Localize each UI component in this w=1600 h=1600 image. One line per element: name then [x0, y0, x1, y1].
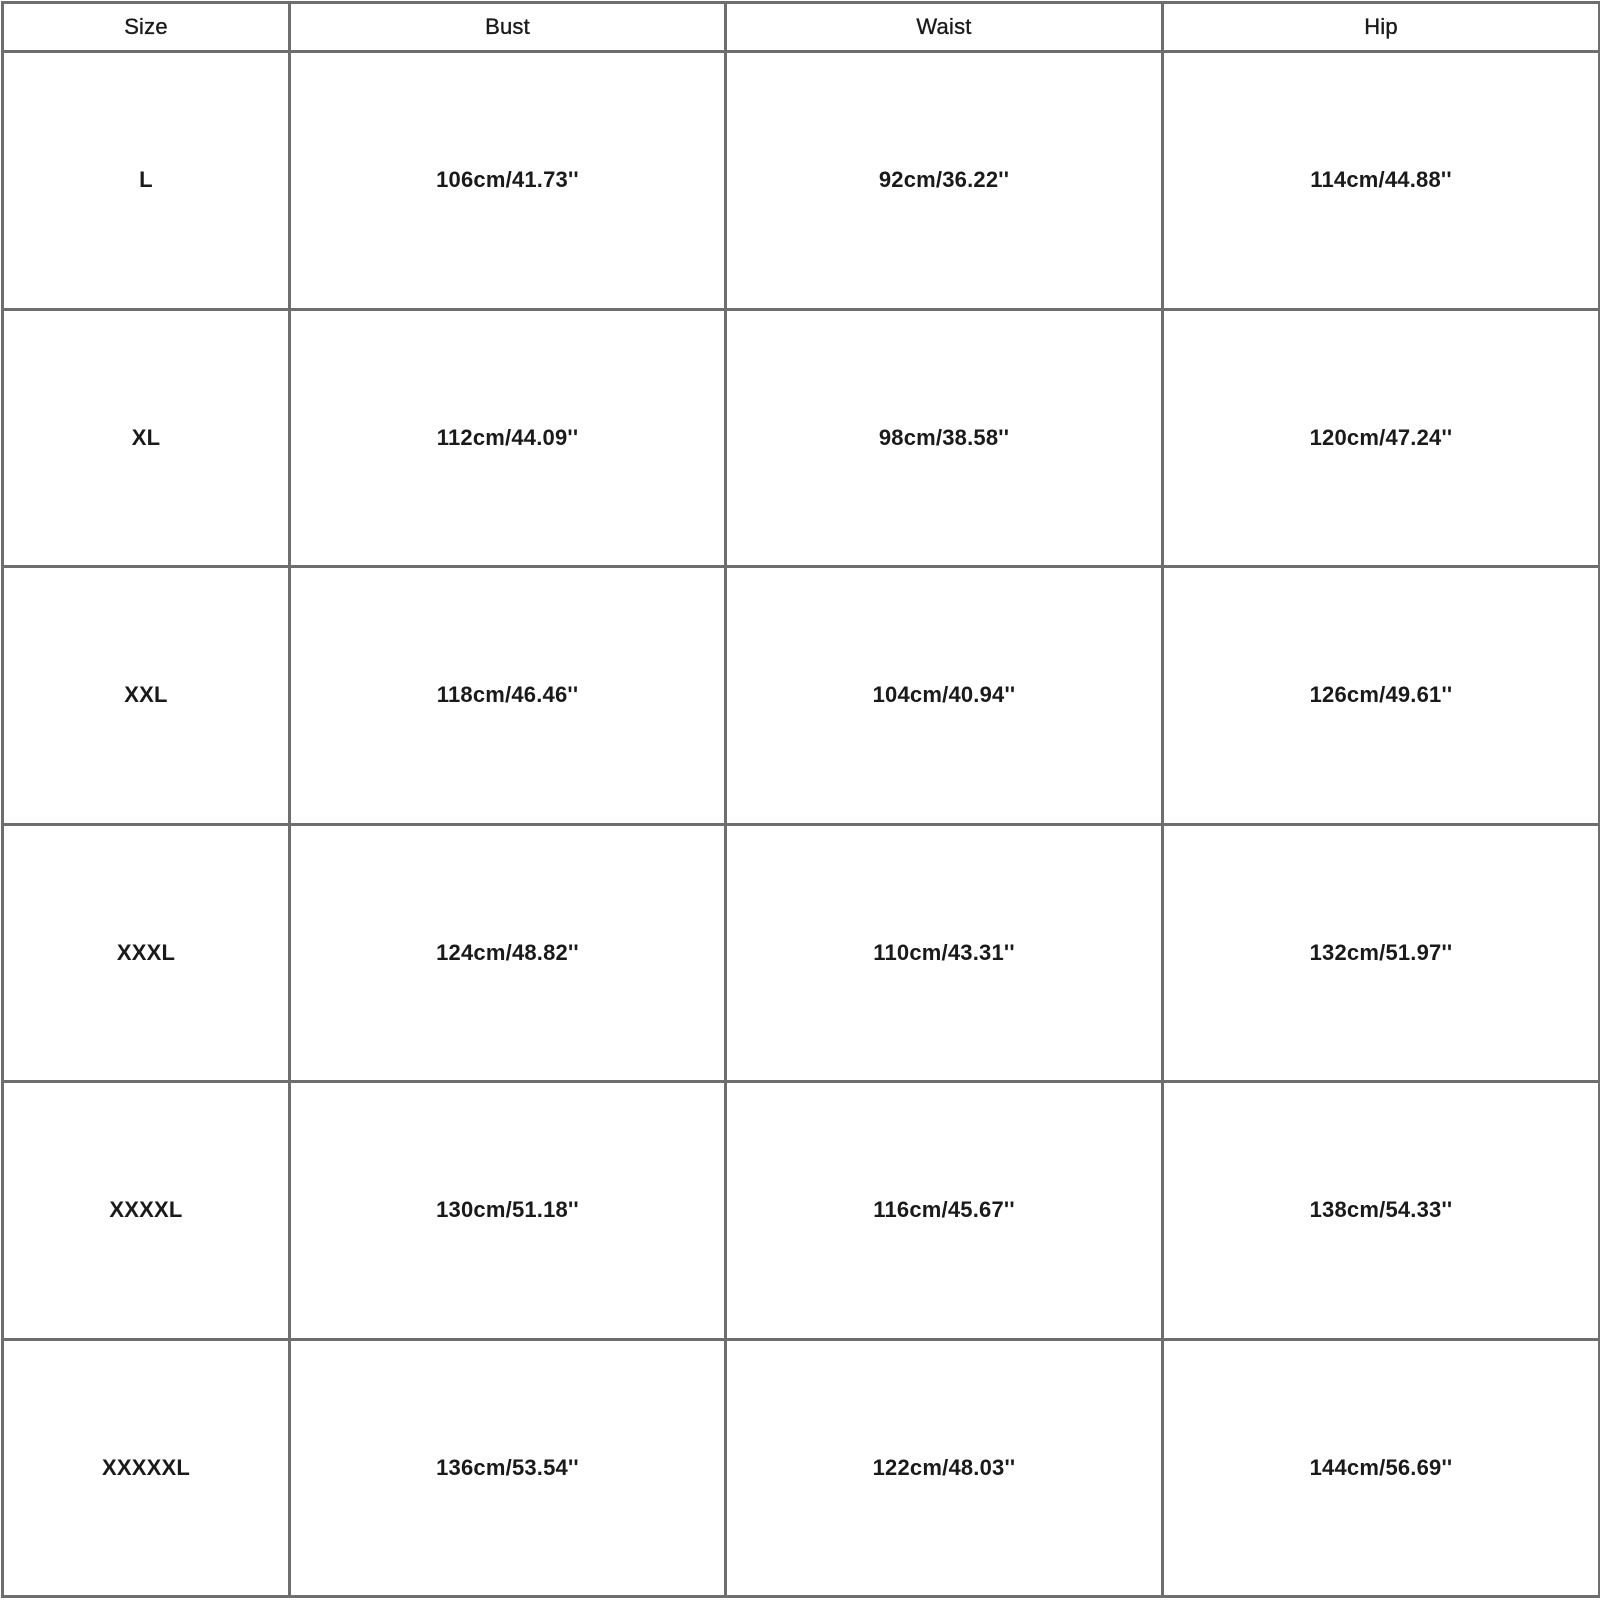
header-row	[3, 3, 1600, 52]
table-row	[3, 1339, 1600, 1597]
bust-cell: 118cm/46.46''	[290, 567, 726, 825]
waist-cell: 92cm/36.22''	[726, 52, 1163, 310]
table-row	[3, 824, 1600, 1082]
table-row	[3, 52, 1600, 310]
waist-cell: 116cm/45.67''	[726, 1082, 1163, 1340]
header-size: Size	[3, 3, 290, 52]
header-hip: Hip	[1163, 3, 1600, 52]
waist-cell: 110cm/43.31''	[726, 824, 1163, 1082]
size-cell: XXL	[3, 567, 290, 825]
waist-cell: 104cm/40.94''	[726, 567, 1163, 825]
hip-cell: 126cm/49.61''	[1163, 567, 1600, 825]
bust-cell: 130cm/51.18''	[290, 1082, 726, 1340]
table-row	[3, 1082, 1600, 1340]
size-cell: L	[3, 52, 290, 310]
size-cell: XL	[3, 309, 290, 567]
bust-cell: 106cm/41.73''	[290, 52, 726, 310]
size-cell: XXXXXL	[3, 1339, 290, 1597]
waist-cell: 98cm/38.58''	[726, 309, 1163, 567]
hip-cell: 120cm/47.24''	[1163, 309, 1600, 567]
size-cell: XXXL	[3, 824, 290, 1082]
waist-cell: 122cm/48.03''	[726, 1339, 1163, 1597]
table-row	[3, 567, 1600, 825]
bust-cell: 124cm/48.82''	[290, 824, 726, 1082]
table-row	[3, 309, 1600, 567]
table-body	[3, 52, 1600, 1597]
bust-cell: 136cm/53.54''	[290, 1339, 726, 1597]
header-bust: Bust	[290, 3, 726, 52]
hip-cell: 132cm/51.97''	[1163, 824, 1600, 1082]
bust-cell: 112cm/44.09''	[290, 309, 726, 567]
size-cell: XXXXL	[3, 1082, 290, 1340]
hip-cell: 114cm/44.88''	[1163, 52, 1600, 310]
table-header	[3, 3, 1600, 52]
hip-cell: 138cm/54.33''	[1163, 1082, 1600, 1340]
hip-cell: 144cm/56.69''	[1163, 1339, 1600, 1597]
header-waist: Waist	[726, 3, 1163, 52]
size-chart-table	[1, 1, 1600, 1598]
